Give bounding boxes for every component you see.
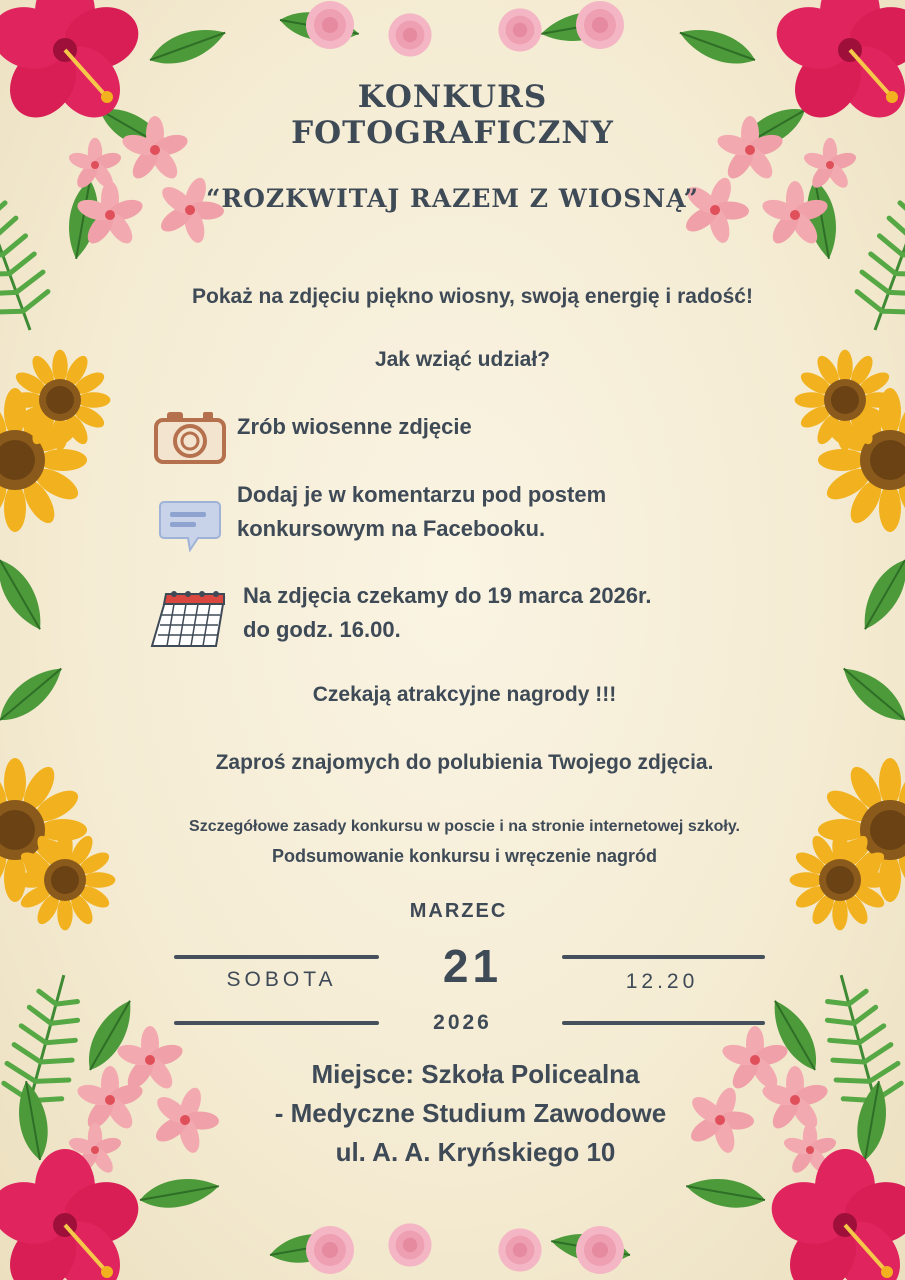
subtitle: “ROZKWITAJ RAZEM Z WIOSNĄ” (205, 184, 700, 213)
invite-text: Zaproś znajomych do polubienia Twojego zdjęcia. (215, 751, 714, 774)
title-line-2: FOTOGRAFICZNY (291, 115, 614, 151)
details-line-1: Szczegółowe zasady konkursu w poscie i na stronie internetowej szkoły. (189, 818, 740, 835)
how-heading: Jak wziąć udział? (374, 348, 551, 371)
details-line-2: Podsumowanie konkursu i wręczenie nagród (271, 846, 658, 866)
step-2-line-1: Dodaj je w komentarzu pod postem (237, 482, 607, 507)
step-2-line-2: konkursowym na Facebooku. (237, 516, 546, 541)
event-month: MARZEC (409, 900, 508, 922)
event-weekday: SOBOTA (226, 968, 337, 991)
step-3-line-2: do godz. 16.00. (243, 617, 401, 642)
place-line-3: ul. A. A. Kryńskiego 10 (335, 1137, 616, 1167)
step-1-line-1: Zrób wiosenne zdjęcie (237, 414, 472, 439)
camera-icon (153, 408, 227, 466)
comment-icon (158, 498, 222, 556)
place-line-1: Miejsce: Szkoła Policealna (311, 1059, 640, 1089)
event-year: 2026 (433, 1011, 492, 1034)
title-line-1: KONKURS (357, 79, 548, 115)
event-day: 21 (442, 940, 503, 992)
place-line-2: - Medyczne Studium Zawodowe (274, 1098, 667, 1128)
step-2-text (237, 478, 606, 546)
step-3-text (243, 579, 651, 647)
step-3-line-1: Na zdjęcia czekamy do 19 marca 2026r. (243, 583, 652, 608)
prizes-text: Czekają atrakcyjne nagrody !!! (312, 683, 617, 706)
calendar-icon (148, 590, 228, 650)
event-time: 12.20 (625, 970, 699, 993)
step-1-text (237, 410, 472, 444)
intro-text: Pokaż na zdjęciu piękno wiosny, swoją energię i radość! (192, 285, 753, 308)
